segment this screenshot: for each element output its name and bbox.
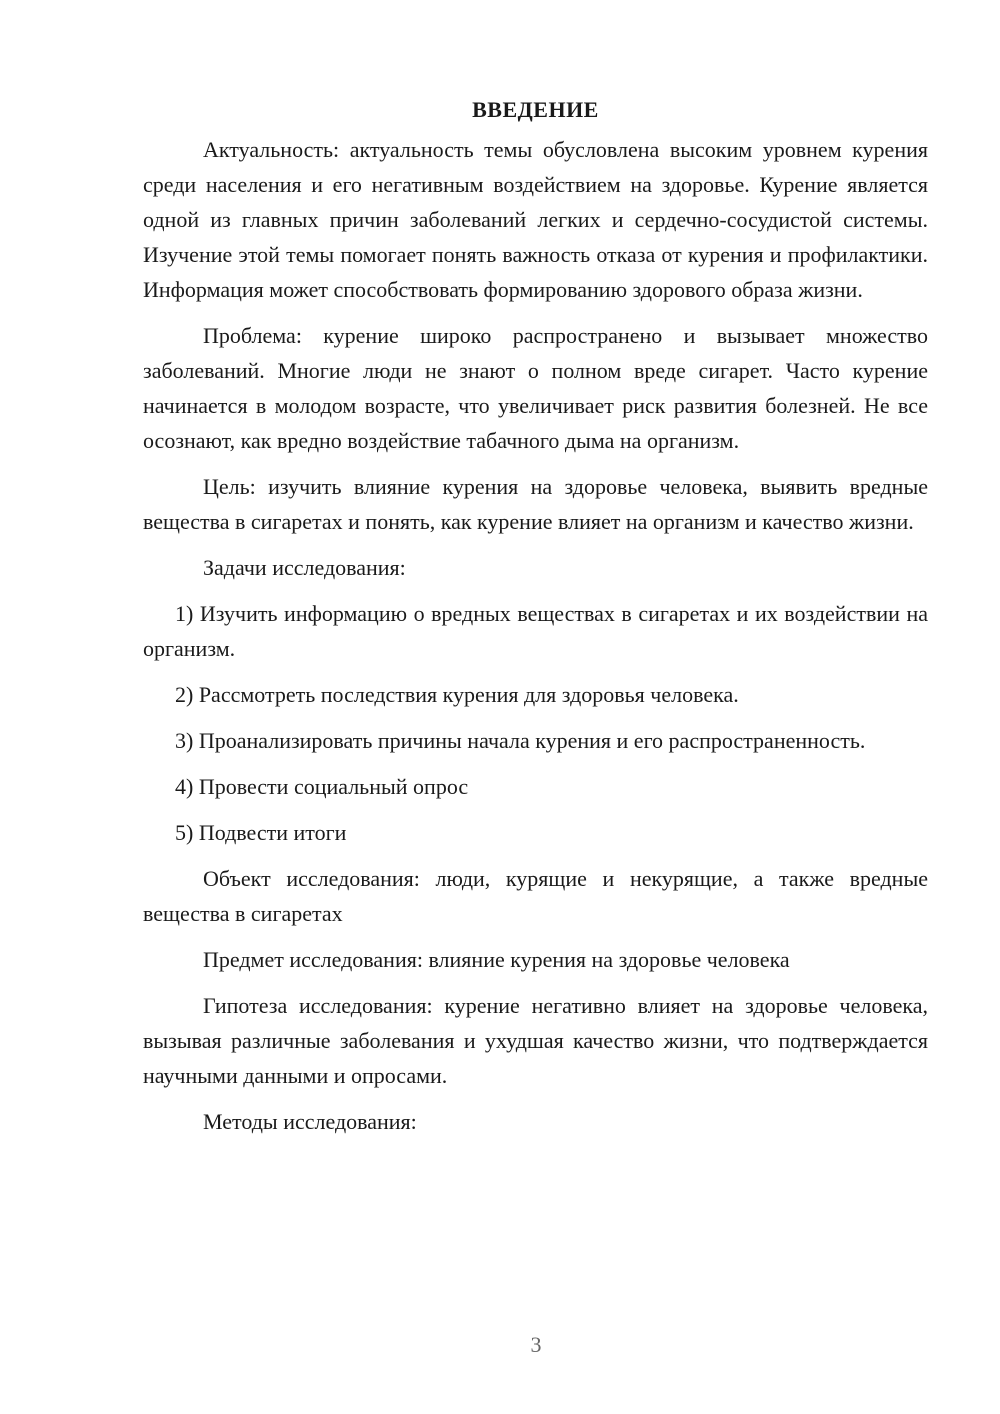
paragraph-hypothesis: Гипотеза исследования: курение негативно влияет на здоровье человека, вызывая различные заболевания и ухудшая качество жизни, что подтверждается научными данными и опросами. — [143, 993, 928, 1088]
tasks-title: Задачи исследования: — [203, 555, 406, 580]
task-item-3: 3) Проанализировать причины начала курения и его распространенность. — [175, 728, 866, 753]
paragraph-goal: Цель: изучить влияние курения на здоровье человека, выявить вредные вещества в сигаретах и понять, как курение влияет на организм и качество жизни. — [143, 474, 928, 534]
paragraph-object: Объект исследования: люди, курящие и некурящие, а также вредные вещества в сигаретах — [143, 866, 928, 926]
task-item-1: 1) Изучить информацию о вредных веществах в сигаретах и их воздействии на организм. — [143, 601, 928, 661]
task-item-4: 4) Провести социальный опрос — [175, 774, 469, 799]
task-item-5: 5) Подвести итоги — [175, 820, 347, 845]
document-page — [143, 92, 928, 1150]
paragraph-relevance: Актуальность: актуальность темы обусловлена высоким уровнем курения среди населения и его негативным воздействием на здоровье. Курение является одной из главных причин заболеваний легких и сердечно-сосудистой системы. Изучение этой темы помогает понять важность отказа от курения и профилактики. Информация может способствовать формированию здорового образа жизни. — [143, 137, 928, 302]
methods-title: Методы исследования: — [203, 1109, 417, 1134]
task-item-2: 2) Рассмотреть последствия курения для здоровья человека. — [175, 682, 739, 707]
page-number: 3 — [530, 1332, 542, 1357]
page-title: ВВЕДЕНИЕ — [472, 97, 599, 122]
paragraph-subject: Предмет исследования: влияние курения на здоровье человека — [203, 947, 790, 972]
paragraph-problem: Проблема: курение широко распространено и вызывает множество заболеваний. Многие люди не знают о полном вреде сигарет. Часто курение начинается в молодом возрасте, что увеличивает риск развития болезней. Не все осознают, как вредно воздействие табачного дыма на организм. — [143, 323, 928, 453]
